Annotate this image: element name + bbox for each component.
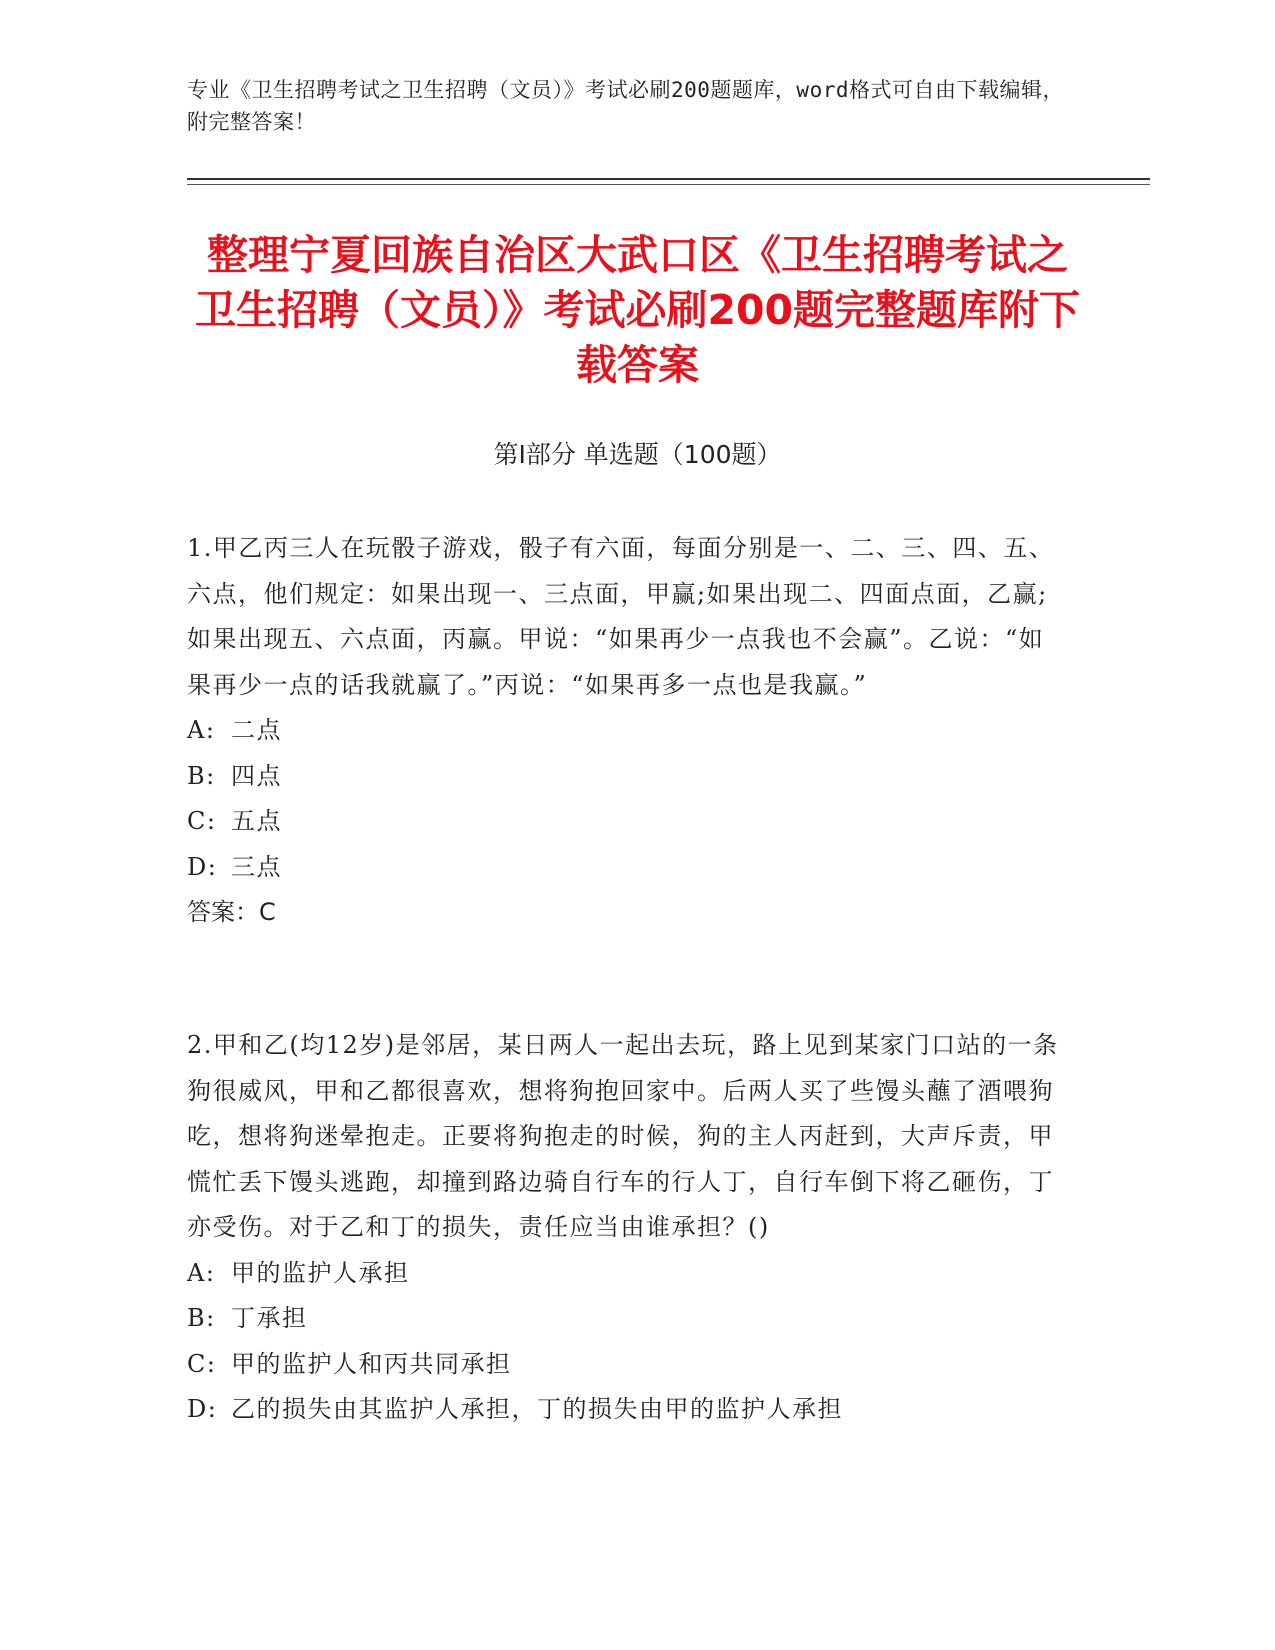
option-key: B: [187,1304,216,1332]
option-b [187,1296,1067,1342]
question-2 [187,1023,1067,1433]
option-text: 丁承担 [231,1304,308,1332]
option-d [187,845,1067,891]
option-c [187,1342,1067,1388]
option-key: D: [187,1395,218,1423]
option-key: A: [187,1258,216,1287]
question-1 [187,526,1067,935]
option-d [187,1387,1067,1433]
option-key: D: [187,852,218,881]
option-key: B: [187,761,216,790]
option-key: C: [187,1349,217,1378]
option-text: 五点 [231,807,282,835]
section-heading: 第Ⅰ部分 单选题（100题） [493,440,782,469]
header-note: 专业《卫生招聘考试之卫生招聘（文员）》考试必刷200题题库，word格式可自由下载编辑，附完整答案！ [187,78,1064,134]
option-c [187,799,1067,845]
option-key: A: [187,716,216,744]
question-stem: 1.甲乙丙三人在玩骰子游戏，骰子有六面，每面分别是一、二、三、四、五、六点，他们规定：如果出现一、三点面，甲赢;如果出现二、四面点面，乙赢;如果出现五、六点面，丙赢。甲说：“如果再少一点我也不会赢”。乙说：“如果再少一点的话我就赢了。”丙说：“如果再多一点也是我赢。” [187,534,1055,699]
option-text: 甲的监护人承担 [231,1258,410,1287]
option-text: 四点 [231,761,282,790]
question-stem: 2.甲和乙(均12岁)是邻居，某日两人一起出去玩，路上见到某家门口站的一条狗很威风，甲和乙都很喜欢，想将狗抱回家中。后两人买了些馒头蘸了酒喂狗吃，想将狗迷晕抱走。正要将狗抱走的时候，狗的主人丙赶到，大声斥责，甲慌忙丢下馒头逃跑，却撞到路边骑自行车的行人丁，自行车倒下将乙砸伤，丁亦受伤。对于乙和丁的损失，责任应当由谁承担？() [187,1031,1059,1241]
option-text: 三点 [231,852,282,881]
answer-line: 答案：C [187,898,276,926]
header-divider-thick [187,178,1150,180]
option-b [187,754,1067,800]
document-title: 整理宁夏回族自治区大武口区《卫生招聘考试之卫生招聘（文员）》考试必刷200题完整题库附下载答案 [194,231,1081,389]
option-text: 二点 [231,716,282,744]
header-divider-thin [187,184,1150,185]
option-a [187,708,1067,754]
option-text: 乙的损失由其监护人承担，丁的损失由甲的监护人承担 [231,1395,843,1423]
option-text: 甲的监护人和丙共同承担 [231,1349,512,1378]
option-a [187,1251,1067,1297]
option-key: C: [187,807,217,835]
